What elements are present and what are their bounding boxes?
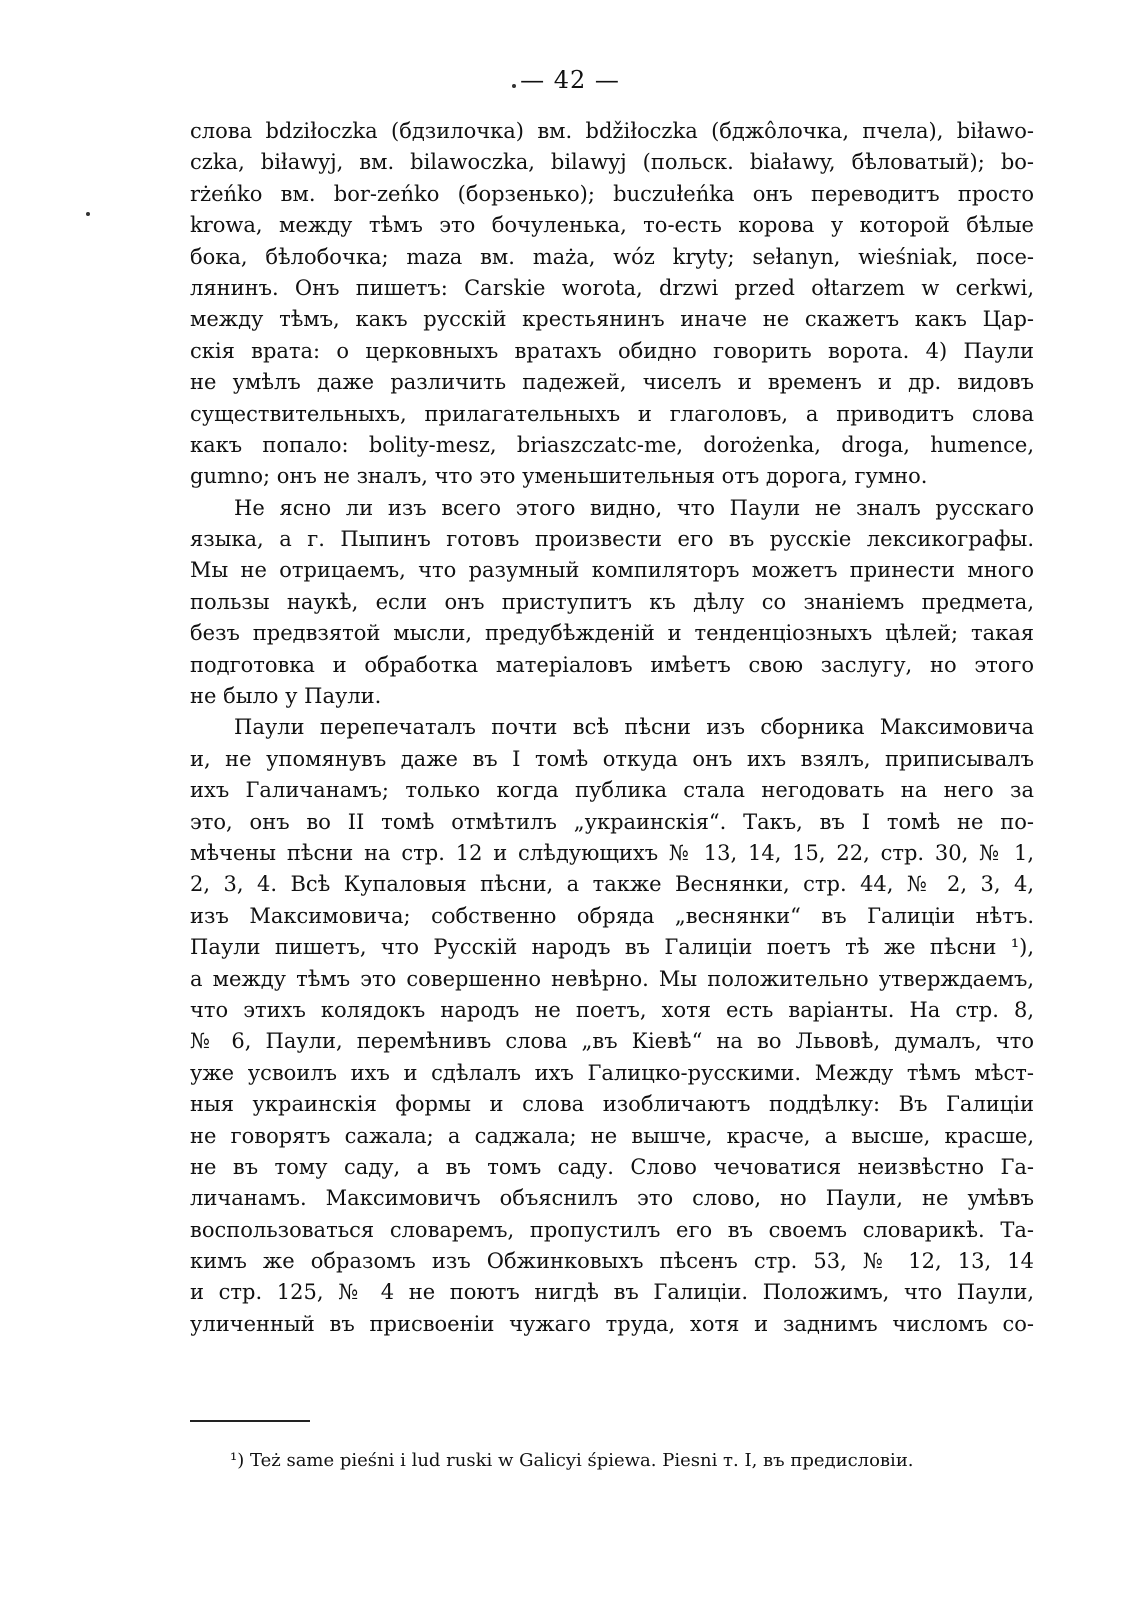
text-line: пользы наукѣ, если онъ приступитъ къ дѣлу со знаніемъ предмета, [190, 589, 1034, 614]
footnote-text: Też same pieśni i lud ruski w Galicyi śpiewa. Piesni т. I, въ предисловіи. [249, 1450, 914, 1471]
text-line: бока, бѣлобочка; maza вм. maża, wóz kryty; sełanyn, wieśniak, посе- [190, 244, 1034, 269]
body-text [190, 116, 1034, 1340]
text-line: gumno; онъ не зналъ, что это уменьшительныя отъ дорога, гумно. [190, 464, 928, 489]
text-line: не умѣлъ даже различить падежей, чиселъ и временъ и др. видовъ [190, 370, 1034, 395]
text-line: № 6, Паули, перемѣнивъ слова „въ Кіевѣ“ на во Львовѣ, думалъ, что [190, 1029, 1034, 1054]
text-line: Паули пишетъ, что Русскій народъ въ Галиціи поетъ тѣ же пѣсни ¹), [190, 935, 1034, 960]
text-line: безъ предвзятой мысли, предубѣжденій и тенденціозныхъ цѣлей; такая [190, 621, 1034, 646]
footnote [230, 1450, 1030, 1471]
text-line: czka, biławyj, вм. bilawoczka, bilawyj (польск. białawy, бѣловатый); bo- [190, 150, 1034, 175]
text-line: мѣчены пѣсни на стр. 12 и слѣдующихъ № 13, 14, 15, 22, стр. 30, № 1, [190, 840, 1034, 865]
text-line: слова bdziłoczka (бдзилочка) вм. bdžiłoczka (бджôлочка, пчела), biławo- [190, 119, 1034, 143]
text-line: изъ Максимовича; собственно обряда „веснянки“ въ Галиціи нѣтъ. [190, 903, 1034, 928]
text-line: 2, 3, 4. Всѣ Купаловыя пѣсни, а также Веснянки, стр. 44, № 2, 3, 4, [190, 872, 1034, 897]
text-line: подготовка и обработка матеріаловъ имѣетъ свою заслугу, но этого [190, 652, 1034, 677]
text-line: не говорятъ сажала; а саджала; не вышче, красче, а высше, красше, [190, 1123, 1034, 1148]
text-line: Не ясно ли изъ всего этого видно, что Паули не зналъ русскаго [234, 495, 1034, 520]
text-line: между тѣмъ, какъ русскій крестьянинъ иначе не скажетъ какъ Цар- [190, 307, 1034, 332]
text-line: языка, а г. Пыпинъ готовъ произвести его въ русскіе лексикографы. [190, 527, 1034, 552]
footnote-marker: ¹) [230, 1450, 245, 1471]
text-line: личанамъ. Максимовичъ объяснилъ это слово, но Паули, не умѣвъ [190, 1186, 1034, 1211]
text-line: скія врата: о церковныхъ вратахъ обидно говорить ворота. 4) Паули [190, 338, 1034, 363]
text-line: rżeńko вм. bor-zeńko (борзенько); buczułeńka онъ переводитъ просто [190, 181, 1034, 206]
text-line: Мы не отрицаемъ, что разумный компиляторъ можетъ принести много [190, 558, 1034, 583]
text-line: какъ попало: bolity-mesz, briaszczatc-me, dorożenka, droga, humence, [190, 432, 1034, 457]
page-number: — 42 — [520, 66, 620, 94]
text-line: воспользоваться словаремъ, пропустилъ его въ своемъ словарикѣ. Та- [190, 1217, 1034, 1242]
text-line: уличенный въ присвоеніи чужаго труда, хотя и заднимъ числомъ со- [190, 1311, 1034, 1336]
print-speck [86, 212, 90, 216]
text-line: не было у Паули. [190, 684, 382, 709]
text-line: уже усвоилъ ихъ и сдѣлалъ ихъ Галицко-русскими. Между тѣмъ мѣст- [190, 1060, 1034, 1085]
text-line: ихъ Галичанамъ; только когда публика стала негодовать на него за [190, 778, 1034, 803]
text-line: и стр. 125, № 4 не поютъ нигдѣ въ Галиціи. Положимъ, что Паули, [190, 1280, 1034, 1305]
text-line: и, не упомянувъ даже въ I томѣ откуда онъ ихъ взялъ, приписывалъ [190, 746, 1034, 771]
text-line: это, онъ во II томѣ отмѣтилъ „украинскія“. Такъ, въ I томѣ не по- [190, 809, 1034, 834]
text-line: кимъ же образомъ изъ Обжинковыхъ пѣсенъ стр. 53, № 12, 13, 14 [190, 1249, 1034, 1274]
text-line: не въ тому саду, а въ томъ саду. Слово чечоватися неизвѣстно Га- [190, 1154, 1034, 1179]
text-line: лянинъ. Онъ пишетъ: Carskie worota, drzwi przed ołtarzem w cerkwi, [190, 275, 1034, 300]
text-line: существительныхъ, прилагательныхъ и глаголовъ, а приводитъ слова [190, 401, 1034, 426]
text-line: а между тѣмъ это совершенно невѣрно. Мы положительно утверждаемъ, [190, 966, 1034, 991]
text-line: что этихъ колядокъ народъ не поетъ, хотя есть варіанты. На стр. 8, [190, 997, 1034, 1022]
text-line: ныя украинскія формы и слова изобличаютъ поддѣлку: Въ Галиціи [190, 1092, 1034, 1117]
text-line: Паули перепечаталъ почти всѣ пѣсни изъ сборника Максимовича [234, 715, 1034, 740]
footnote-rule [190, 1420, 310, 1422]
print-speck [512, 84, 516, 88]
text-line: krowa, между тѣмъ это бочуленька, то-есть корова у которой бѣлые [190, 213, 1034, 238]
